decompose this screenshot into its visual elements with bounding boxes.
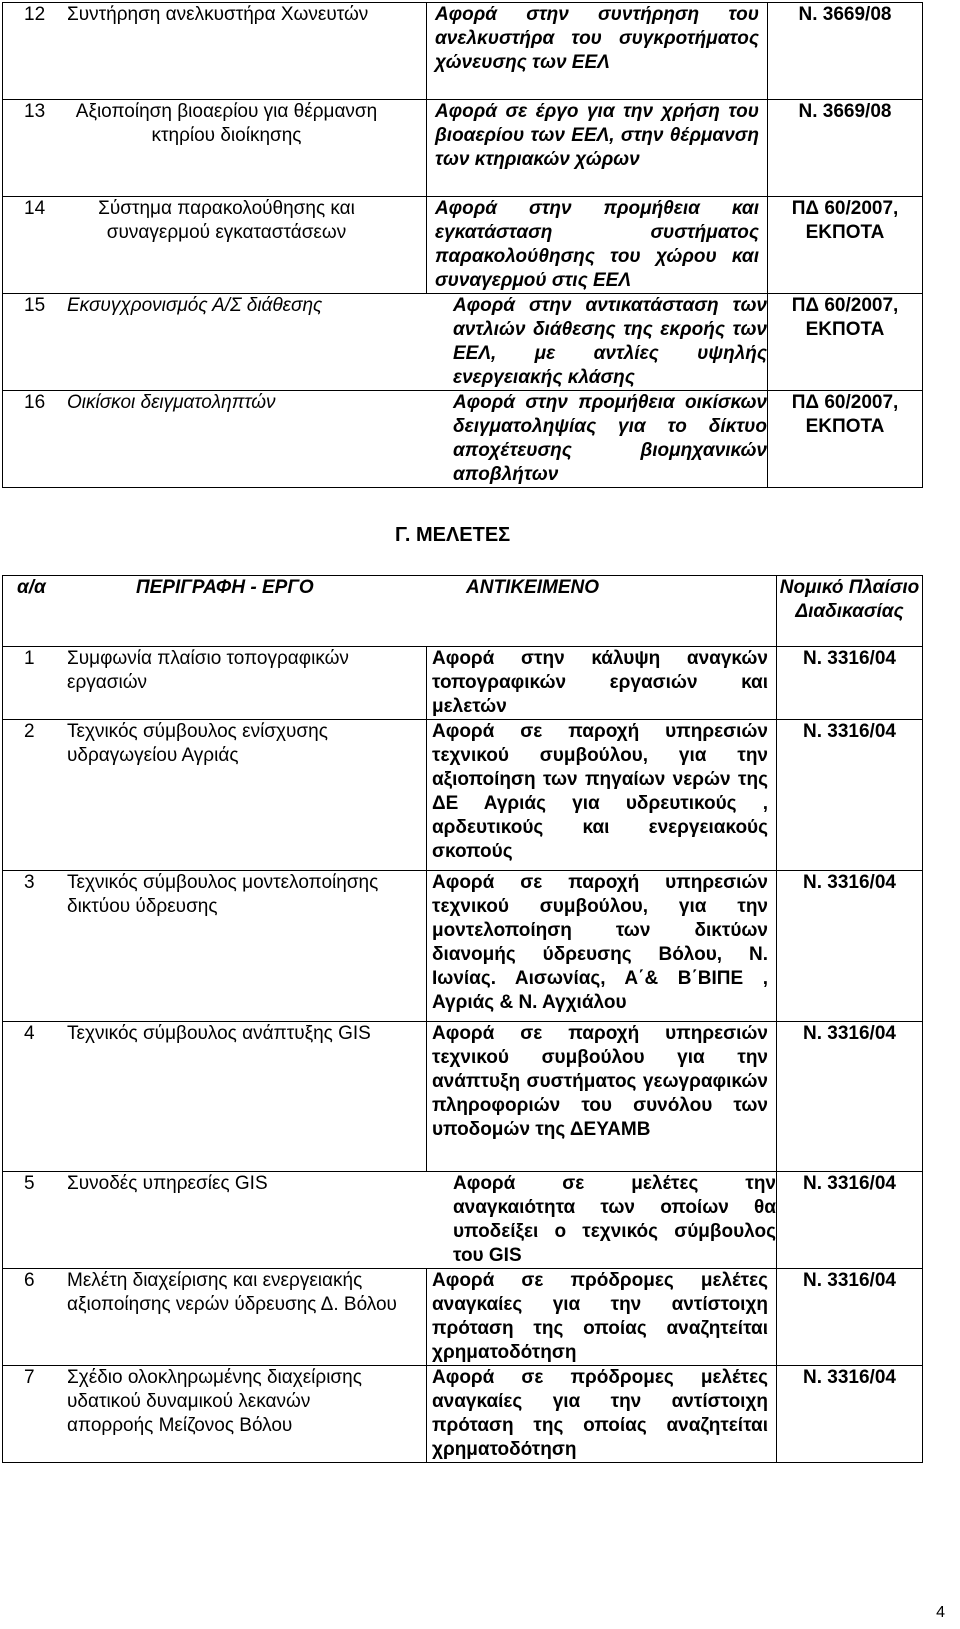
- row-number: 12: [24, 4, 46, 25]
- row-description: Αφορά στην συντήρηση του ανελκυστήρα του συγκροτήματος χώνευσης των ΕΕΛ: [427, 3, 768, 100]
- row-title: Σύστημα παρακολούθησης και συναγερμού εγκαταστάσεων: [98, 198, 355, 243]
- row-legal-basis: Ν. 3316/04: [777, 871, 923, 1022]
- page-number: 4: [936, 1604, 945, 1621]
- row-number: 7: [24, 1367, 35, 1388]
- row-title: Εκσυγχρονισμός Α/Σ διάθεσης: [67, 295, 323, 316]
- table-row: [3, 720, 923, 871]
- row-legal-basis: Ν. 3316/04: [777, 720, 923, 871]
- row-number: 15: [24, 295, 46, 316]
- header-subject: ΑΝΤΙΚΕΙΜΕΝΟ: [466, 577, 599, 598]
- row-description: Αφορά σε πρόδρομες μελέτες αναγκαίες για την αντίστοιχη πρόταση της οποίας αναζητείται χρηματοδότηση: [427, 1366, 777, 1463]
- row-description: Αφορά σε παροχή υπηρεσιών τεχνικού συμβούλου για την ανάπτυξη συστήματος γεωγραφικών πληροφοριών του συνόλου των υποδομών της ΔΕΥΑΜΒ: [427, 1022, 777, 1172]
- row-title: Σχέδιο ολοκληρωμένης διαχείρισης υδατικού δυναμικού λεκανών απορροής Μείζονος Βόλου: [67, 1367, 362, 1436]
- row-title: Οικίσκοι δειγματοληπτών: [67, 392, 276, 413]
- row-description: Αφορά στην κάλυψη αναγκών τοπογραφικών εργασιών και μελετών: [427, 647, 777, 720]
- table-row: [3, 1366, 923, 1463]
- row-title: Μελέτη διαχείρισης και ενεργειακής αξιοποίησης νερών ύδρευσης Δ. Βόλου: [67, 1270, 397, 1315]
- row-number: 5: [24, 1173, 35, 1194]
- row-number: 3: [24, 872, 35, 893]
- studies-table: [2, 575, 923, 1463]
- row-legal-basis: Ν. 3669/08: [768, 100, 923, 197]
- row-title: Συμφωνία πλαίσιο τοπογραφικών εργασιών: [67, 648, 349, 693]
- table-row: [3, 3, 923, 100]
- row-legal-basis: Ν. 3669/08: [768, 3, 923, 100]
- row-description: Αφορά σε παροχή υπηρεσιών τεχνικού συμβούλου, για την μοντελοποίηση των δικτύων διανομής ύδρευσης Βόλου, Ν. Ιωνίας. Αισωνίας, Α΄& Β΄ΒΙΠΕ , Αγριάς & Ν. Αγχιάλου: [427, 871, 777, 1022]
- table-row: [3, 1022, 923, 1172]
- row-description: Αφορά σε πρόδρομες μελέτες αναγκαίες για την αντίστοιχη πρόταση της οποίας αναζητείται χρηματοδότηση: [427, 1269, 777, 1366]
- row-number: 14: [24, 198, 46, 219]
- row-legal-basis: Ν. 3316/04: [777, 1022, 923, 1172]
- row-number: 6: [24, 1270, 35, 1291]
- row-description: Αφορά σε έργο για την χρήση του βιοαερίου των ΕΕΛ, στην θέρμανση των κτηριακών χώρων: [427, 100, 768, 197]
- row-legal-basis: ΠΔ 60/2007, ΕΚΠΟΤΑ: [768, 294, 923, 391]
- table-row: [3, 100, 923, 197]
- row-title: Συντήρηση ανελκυστήρα Χωνευτών: [67, 4, 369, 25]
- row-legal-basis: Ν. 3316/04: [777, 647, 923, 720]
- row-number: 2: [24, 721, 35, 742]
- row-legal-basis: Ν. 3316/04: [777, 1366, 923, 1463]
- row-title: Τεχνικός σύμβουλος μοντελοποίησης δικτύου ύδρευσης: [67, 872, 379, 917]
- table-row: [3, 294, 923, 391]
- row-legal-basis: ΠΔ 60/2007, ΕΚΠΟΤΑ: [768, 391, 923, 488]
- table-row: [3, 647, 923, 720]
- row-number: 13: [24, 101, 46, 122]
- table-row: [3, 871, 923, 1022]
- row-description: Αφορά στην προμήθεια και εγκατάσταση συστήματος παρακολούθησης του χώρου και συναγερμού στις ΕΕΛ: [427, 197, 768, 294]
- row-title: Συνοδές υπηρεσίες GIS: [67, 1173, 268, 1194]
- table-row: [3, 197, 923, 294]
- row-number: 16: [24, 392, 46, 413]
- row-description: Αφορά στην αντικατάσταση των αντλιών διάθεσης της εκροής των ΕΕΛ, με αντλίες υψηλής ενεργειακής κλάσης: [453, 295, 767, 388]
- table-row: [3, 1172, 923, 1269]
- row-number: 1: [24, 648, 35, 669]
- section-title: Γ. ΜΕΛΕΤΕΣ: [395, 524, 511, 546]
- projects-table: [2, 2, 923, 488]
- row-description: Αφορά σε παροχή υπηρεσιών τεχνικού συμβούλου, για την αξιοποίηση των πηγαίων νερών της ΔΕ Αγριάς για υδρευτικούς , αρδευτικούς και ενεργειακούς σκοπούς: [427, 720, 777, 871]
- row-description: Αφορά σε μελέτες την αναγκαιότητα των οποίων θα υποδείξει ο τεχνικός σύμβουλος του GIS: [453, 1173, 776, 1266]
- header-description: ΠΕΡΙΓΡΑΦΗ - ΕΡΓΟ: [136, 577, 314, 598]
- row-description: Αφορά στην προμήθεια οικίσκων δειγματοληψίας για το δίκτυο αποχέτευσης βιομηχανικών αποβλήτων: [453, 392, 767, 485]
- header-legal-framework: Νομικό Πλαίσιο Διαδικασίας: [777, 576, 923, 647]
- row-title: Τεχνικός σύμβουλος ενίσχυσης υδραγωγείου Αγριάς: [67, 721, 328, 766]
- row-legal-basis: Ν. 3316/04: [777, 1172, 923, 1269]
- row-title: Αξιοποίηση βιοαερίου για θέρμανση κτηρίου διοίκησης: [75, 101, 378, 146]
- row-number: 4: [24, 1023, 35, 1044]
- table-row: [3, 1269, 923, 1366]
- row-legal-basis: Ν. 3316/04: [777, 1269, 923, 1366]
- table-row: [3, 391, 923, 488]
- row-legal-basis: ΠΔ 60/2007, ΕΚΠΟΤΑ: [768, 197, 923, 294]
- table-header-row: [3, 576, 923, 647]
- header-number: α/α: [17, 577, 46, 598]
- row-title: Τεχνικός σύμβουλος ανάπτυξης GIS: [67, 1023, 371, 1044]
